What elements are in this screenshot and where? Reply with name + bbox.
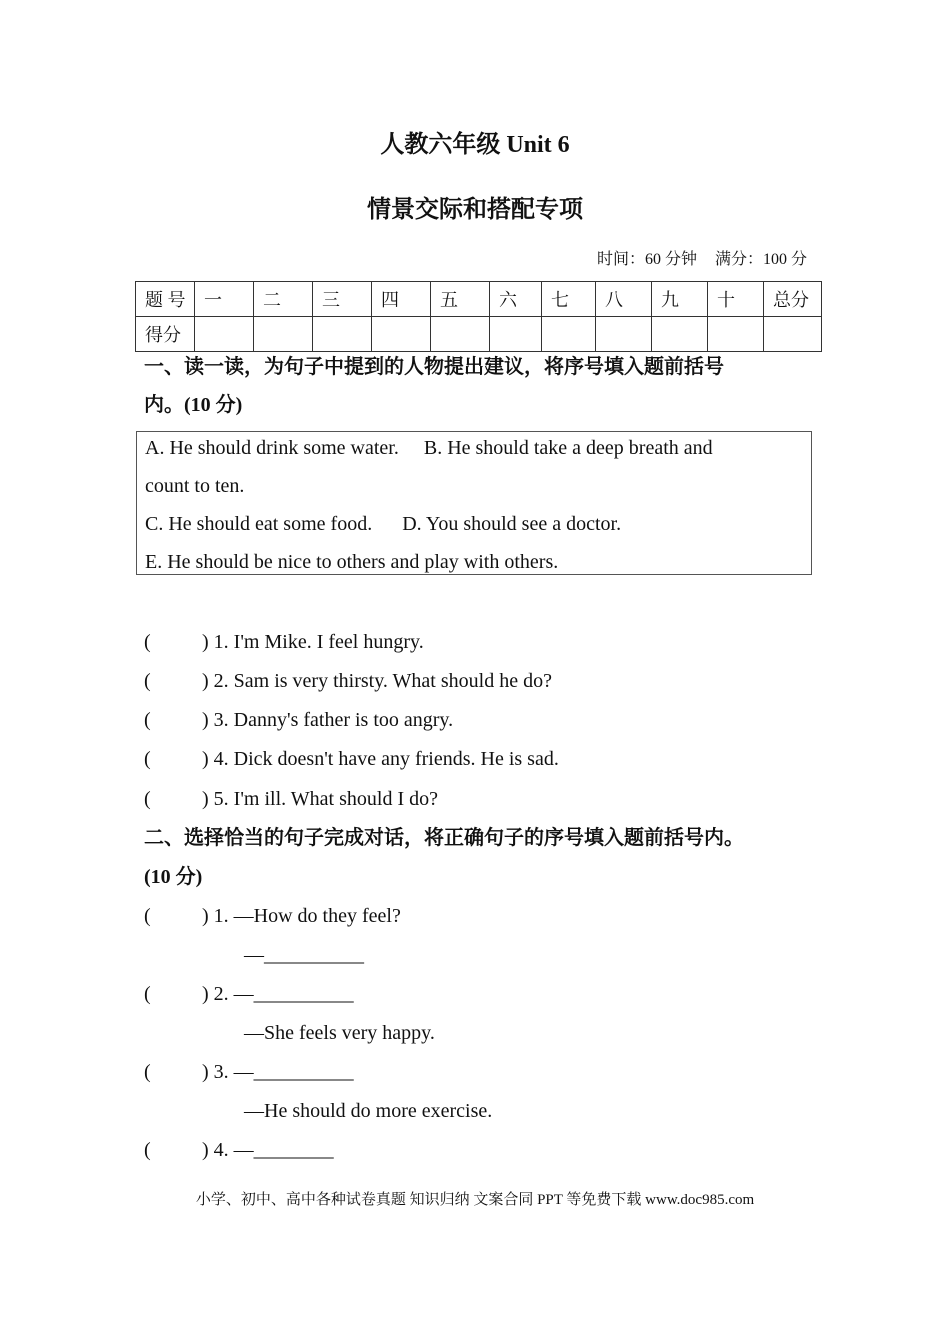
option-line: A. He should drink some water. B. He should take a deep breath and bbox=[145, 437, 713, 459]
option-line: count to ten. bbox=[145, 475, 245, 497]
section2-heading: 二、选择恰当的句子完成对话，将正确句子的序号填入题前括号内。 bbox=[144, 827, 744, 849]
dialogue-item bbox=[144, 897, 401, 935]
score-table-cell: 二 bbox=[254, 282, 313, 317]
question-item bbox=[144, 740, 559, 778]
options-box bbox=[136, 431, 812, 575]
exam-meta bbox=[583, 246, 807, 269]
dialogue-item bbox=[144, 1131, 334, 1169]
page-footer: 小学、初中、高中各种试卷真题 知识归纳 文案合同 PPT 等免费下载 www.doc985.com bbox=[195, 1192, 755, 1208]
score-table-cell: 八 bbox=[596, 282, 652, 317]
score-table-cell[interactable] bbox=[313, 317, 372, 352]
answer-paren[interactable]: ( bbox=[144, 788, 151, 810]
question-item bbox=[144, 701, 453, 739]
page-title: 人教六年级 Unit 6 bbox=[380, 132, 570, 158]
question-text: ) 2. Sam is very thirsty. What should he do? bbox=[202, 670, 552, 692]
score-table-cell[interactable] bbox=[372, 317, 431, 352]
score-table-cell: 四 bbox=[372, 282, 431, 317]
answer-paren[interactable]: ( bbox=[144, 709, 151, 731]
score-table-cell: 一 bbox=[195, 282, 254, 317]
score-table-cell: 三 bbox=[313, 282, 372, 317]
question-item bbox=[144, 662, 552, 700]
answer-paren[interactable]: ( bbox=[144, 631, 151, 653]
score-table-cell: 九 bbox=[652, 282, 708, 317]
answer-paren[interactable]: ( bbox=[144, 1139, 151, 1161]
answer-paren[interactable]: ( bbox=[144, 905, 151, 927]
score-table-cell[interactable] bbox=[254, 317, 313, 352]
score-table bbox=[135, 281, 822, 352]
option-line: C. He should eat some food. D. You should see a doctor. bbox=[145, 513, 622, 535]
score-table-cell: 总分 bbox=[764, 282, 822, 317]
dialogue-item bbox=[144, 1053, 354, 1091]
answer-paren[interactable]: ( bbox=[144, 670, 151, 692]
score-table-cell[interactable] bbox=[195, 317, 254, 352]
answer-paren[interactable]: ( bbox=[144, 983, 151, 1005]
score-table-cell[interactable] bbox=[431, 317, 490, 352]
question-text: ) 4. Dick doesn't have any friends. He is sad. bbox=[202, 748, 559, 770]
score-table-cell: 五 bbox=[431, 282, 490, 317]
section1-heading: 一、读一读，为句子中提到的人物提出建议，将序号填入题前括号 bbox=[144, 356, 724, 378]
score-table-cell: 六 bbox=[490, 282, 542, 317]
score-table-score-row bbox=[136, 317, 822, 352]
score-label: 满分：100 分 bbox=[714, 251, 807, 268]
score-table-cell[interactable] bbox=[596, 317, 652, 352]
question-item bbox=[144, 780, 438, 818]
section2-heading-cont: (10 分) bbox=[144, 866, 203, 888]
dialogue-question: ) 4. —________ bbox=[202, 1139, 334, 1161]
answer-paren[interactable]: ( bbox=[144, 748, 151, 770]
score-table-cell[interactable] bbox=[652, 317, 708, 352]
page-subtitle: 情景交际和搭配专项 bbox=[367, 197, 583, 223]
dialogue-answer: —He should do more exercise. bbox=[244, 1100, 493, 1122]
dialogue-question: ) 2. —__________ bbox=[202, 983, 354, 1005]
section1-heading-cont: 内。(10 分) bbox=[144, 394, 243, 416]
question-text: ) 1. I'm Mike. I feel hungry. bbox=[202, 631, 424, 653]
score-table-cell: 十 bbox=[708, 282, 764, 317]
score-table-header-row bbox=[136, 282, 822, 317]
question-text: ) 3. Danny's father is too angry. bbox=[202, 709, 454, 731]
score-table-cell[interactable] bbox=[490, 317, 542, 352]
question-item bbox=[144, 623, 424, 661]
time-label: 时间：60 分钟 bbox=[596, 251, 697, 268]
dialogue-question: ) 3. —__________ bbox=[202, 1061, 354, 1083]
score-table-cell[interactable] bbox=[542, 317, 596, 352]
score-table-cell: 七 bbox=[542, 282, 596, 317]
dialogue-question: ) 1. —How do they feel? bbox=[202, 905, 401, 927]
dialogue-item bbox=[144, 975, 354, 1013]
option-line: E. He should be nice to others and play with others. bbox=[145, 551, 559, 573]
question-text: ) 5. I'm ill. What should I do? bbox=[202, 788, 438, 810]
score-table-cell: 得分 bbox=[136, 317, 195, 352]
score-table-cell[interactable] bbox=[764, 317, 822, 352]
dialogue-answer: —She feels very happy. bbox=[244, 1022, 435, 1044]
dialogue-answer: —__________ bbox=[244, 944, 364, 966]
score-table-cell[interactable] bbox=[708, 317, 764, 352]
score-table-cell: 题 号 bbox=[136, 282, 195, 317]
answer-paren[interactable]: ( bbox=[144, 1061, 151, 1083]
